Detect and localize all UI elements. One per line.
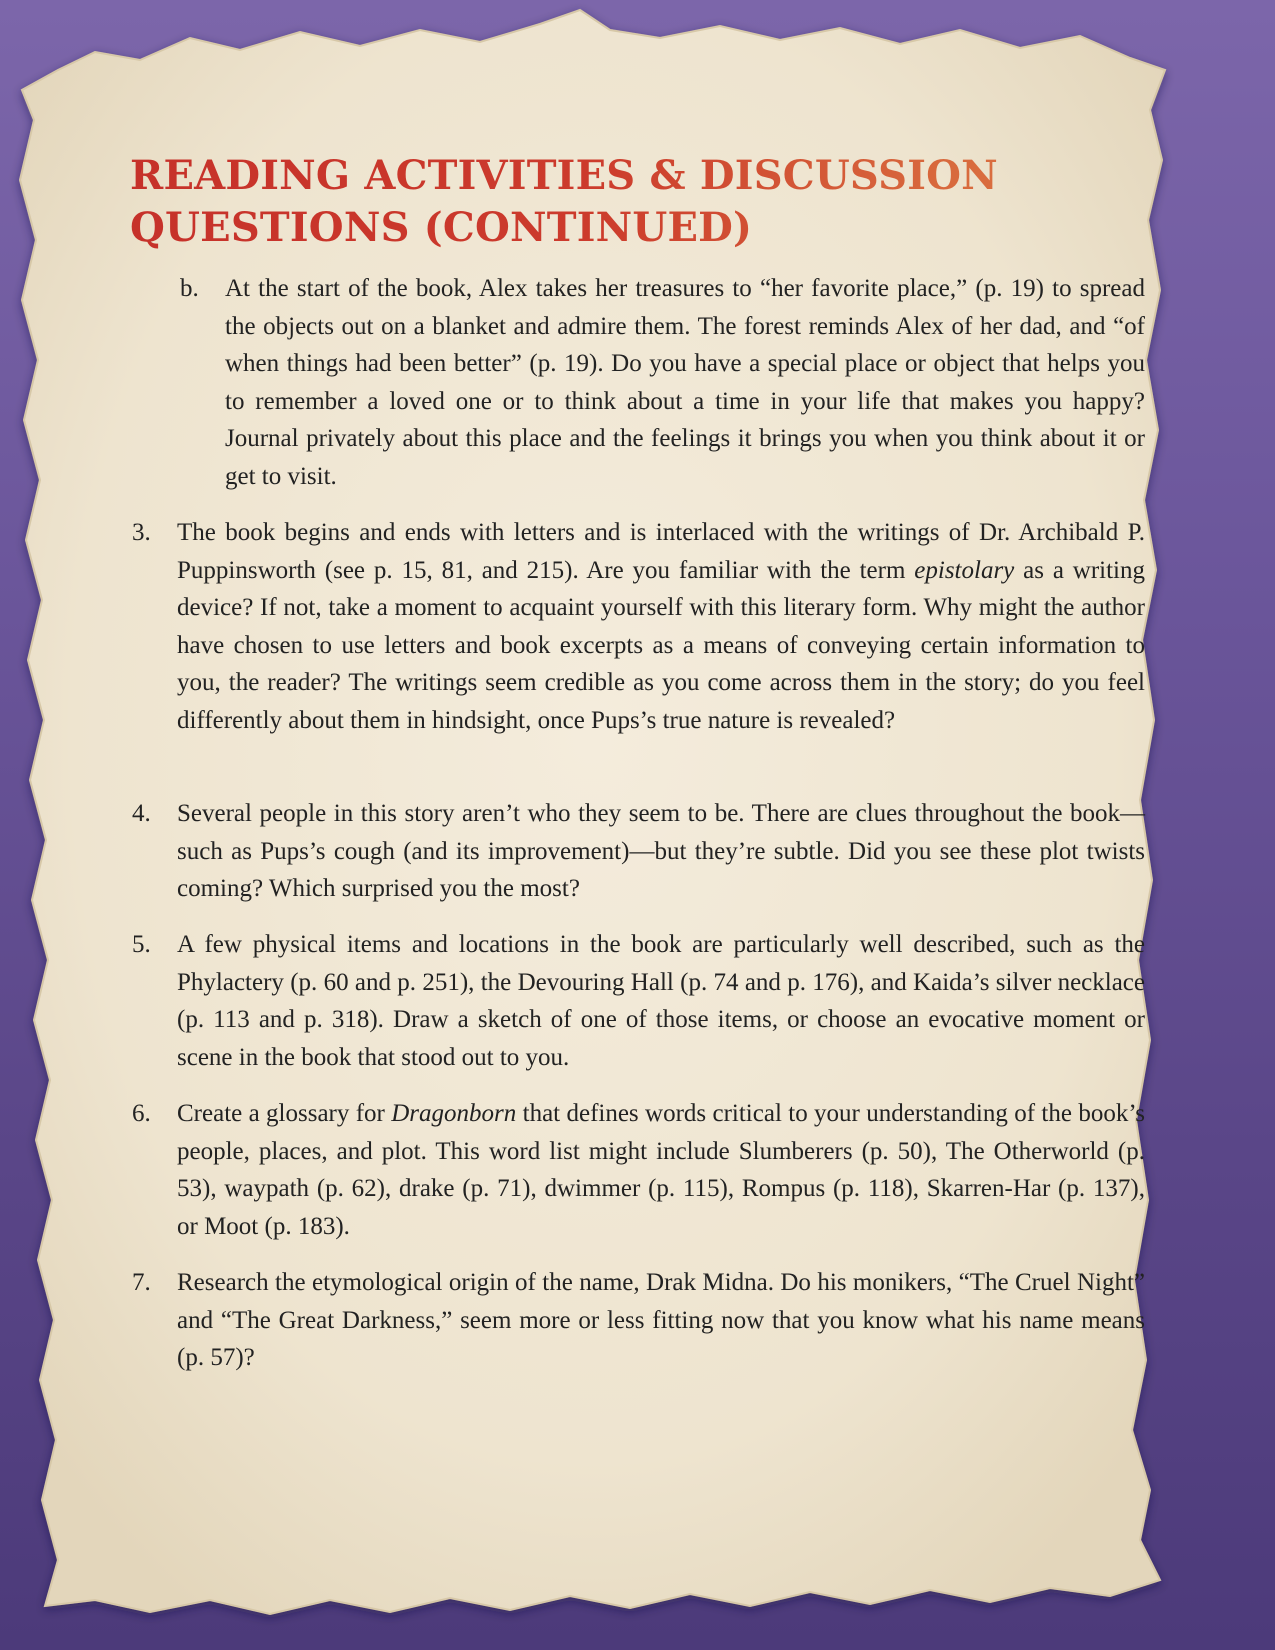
item-marker: b. <box>180 275 199 302</box>
item-text <box>177 514 1145 740</box>
question-item-b <box>180 270 1145 496</box>
item-emphasis: epistolary <box>914 556 1015 584</box>
item-text: A few physical items and locations in the book are particularly well described, such as the Phylactery (p. 60 and p. 251), the Devouring Hall (p. 74 and p. 176), and Kaida’s silver necklace (p. 113 and p. 318). Draw a sketch of one of those items, or choose an evocative moment or scene in the book that stood out to you. <box>177 931 1145 1071</box>
item-emphasis: Dragonborn <box>391 1100 517 1127</box>
item-marker: 7. <box>132 1269 151 1296</box>
question-item-7 <box>132 1264 1145 1377</box>
item-text: Research the etymological origin of the name, Drak Midna. Do his monikers, “The Cruel Night” and “The Great Darkness,” seem more or less fitting now that you know what his name means (p. 57)? <box>177 1269 1145 1372</box>
question-item-6 <box>132 1095 1145 1245</box>
question-item-3 <box>132 514 1145 740</box>
item-text: At the start of the book, Alex takes her treasures to “her favorite place,” (p. 19) to spread the objects out on a blanket and admire them. The forest reminds Alex of her dad, and “of when things had been better” (p. 19). Do you have a special place or object that helps you to remember a loved one or to think about a time in your life that makes you happy? Journal privately about this place and the feelings it brings you when you think about it or get to visit. <box>225 275 1145 490</box>
page-title: READING ACTIVITIES & DISCUSSION QUESTIONS (CONTINUED) <box>130 150 1150 254</box>
item-text-before: Create a glossary for <box>177 1100 392 1127</box>
question-item-4 <box>132 795 1145 908</box>
item-marker: 3. <box>132 519 151 546</box>
item-marker: 5. <box>132 931 151 958</box>
item-text: Several people in this story aren’t who they seem to be. There are clues throughout the book—such as Pups’s cough (and its improvement)—but they’re subtle. Did you see these plot twists coming? Which surprised you the most? <box>177 800 1145 903</box>
item-text-after: as a writing device? If not, take a moment to acquaint yourself with this literary form. Why might the author have chosen to use letters and book excerpts as a means of conveying certain information to you, the reader? The writings seem credible as you come across them in the story; do you feel differently about them in hindsight, once Pups’s true nature is revealed? <box>177 556 1145 734</box>
item-marker: 4. <box>132 800 151 827</box>
item-text-before: The book begins and ends with letters and is interlaced with the writings of Dr. Archibald P. Puppinsworth (see p. 15, 81, and 215). Are you familiar with the term <box>177 519 1145 584</box>
item-marker: 6. <box>132 1100 151 1127</box>
question-item-5 <box>132 926 1145 1076</box>
item-text <box>177 1095 1145 1245</box>
item-text-after: that defines words critical to your understanding of the book’s people, places, and plot. This word list might include Slumberers (p. 50), The Otherworld (p. 53), waypath (p. 62), drake (p. 71), dwimmer (p. 115), Rompus (p. 118), Skarren-Har (p. 137), or Moot (p. 183). <box>177 1100 1145 1240</box>
